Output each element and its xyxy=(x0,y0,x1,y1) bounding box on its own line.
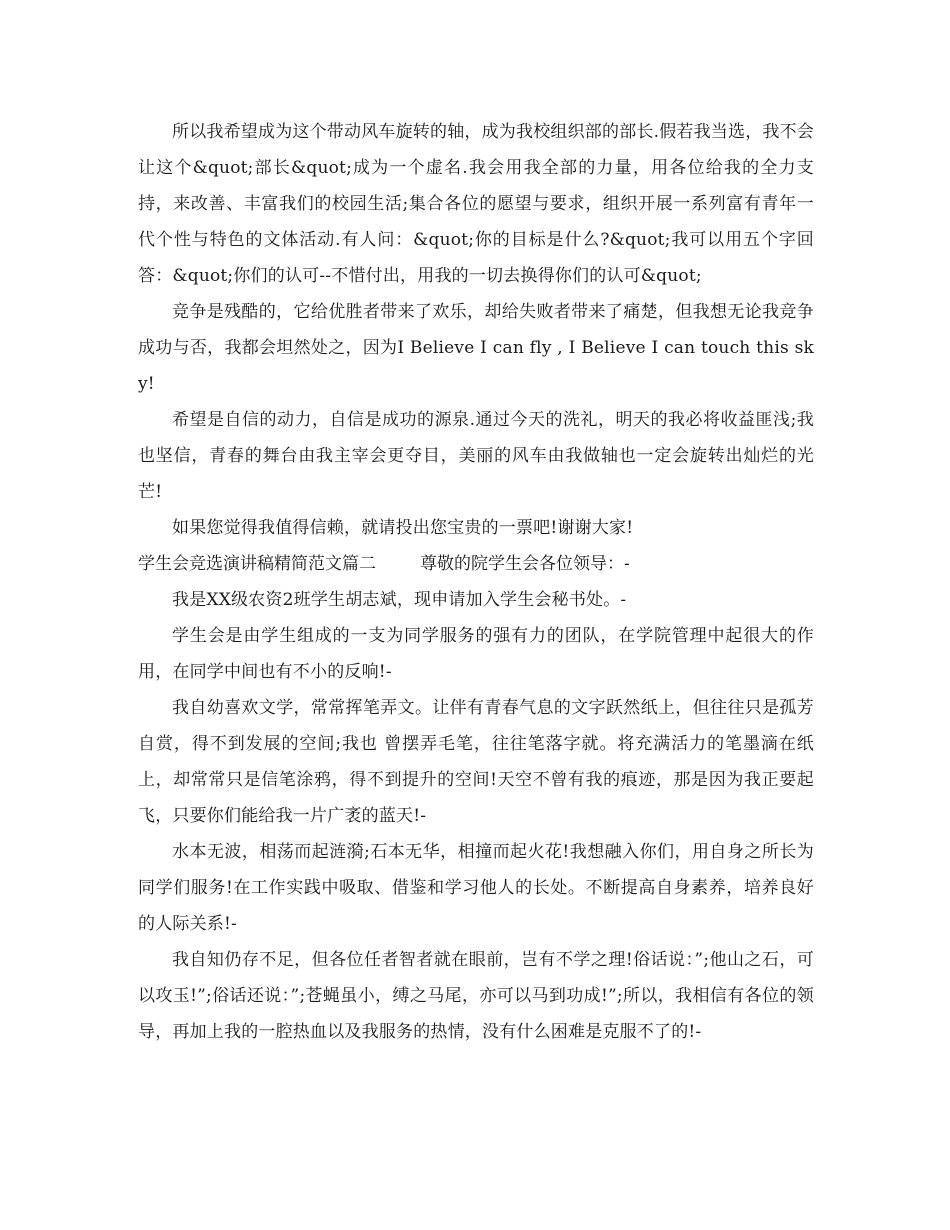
paragraph: 我是XX级农资2班学生胡志斌，现申请加入学生会秘书处。- xyxy=(172,590,627,610)
paragraph: 如果您觉得我值得信赖，就请投出您宝贵的一票吧!谢谢大家! xyxy=(172,518,634,538)
section-salutation: 尊敬的院学生会各位领导：- xyxy=(420,554,630,574)
section-heading-line xyxy=(138,546,814,582)
paragraph: 我自幼喜欢文学，常常挥笔弄文。让伴有青春气息的文字跃然纸上，但往往只是孤芳自赏，得不到发展的空间;我也 曾摆弄毛笔，往往笔落字就。将充满活力的笔墨滴在纸上，却常常只是信笔涂鸦，得不到提升的空间!天空不曾有我的痕迹，那是因为我正要起飞，只要你们能给我一片广袤的蓝天!- xyxy=(138,698,814,826)
paragraph: 希望是自信的动力，自信是成功的源泉.通过今天的洗礼，明天的我必将收益匪浅;我也坚信，青春的舞台由我主宰会更夺目，美丽的风车由我做轴也一定会旋转出灿烂的光芒! xyxy=(138,410,814,502)
paragraph: 所以我希望成为这个带动风车旋转的轴，成为我校组织部的部长.假若我当选，我不会让这个&quot;部长&quot;成为一个虚名.我会用我全部的力量，用各位给我的全力支持，来改善、丰富我们的校园生活;集合各位的愿望与要求，组织开展一系列富有青年一代个性与特色的文体活动.有人问：&quot;你的目标是什么?&quot;我可以用五个字回答：&quot;你们的认可--不惜付出，用我的一切去换得你们的认可&quot; xyxy=(138,122,815,286)
paragraph: 水本无波，相荡而起涟漪;石本无华，相撞而起火花!我想融入你们，用自身之所长为同学们服务!在工作实践中吸取、借鉴和学习他人的长处。不断提高自身素养，培养良好的人际关系!- xyxy=(138,842,814,934)
section-title: 学生会竞选演讲稿精简范文篇二 xyxy=(138,554,376,574)
paragraph: 我自知仍存不足，但各位任者智者就在眼前，岂有不学之理!俗话说：”;他山之石，可以攻玉!”;俗话还说：”;苍蝇虽小，缚之马尾，亦可以马到功成!”;所以，我相信有各位的领导，再加上我的一腔热血以及我服务的热情，没有什么困难是克服不了的!- xyxy=(138,950,814,1042)
document-body xyxy=(138,114,814,1050)
paragraph: 学生会是由学生组成的一支为同学服务的强有力的团队，在学院管理中起很大的作用，在同学中间也有不小的反响!- xyxy=(138,626,814,682)
paragraph: 竞争是残酷的，它给优胜者带来了欢乐，却给失败者带来了痛楚，但我想无论我竞争成功与否，我都会坦然处之，因为I Believe I can fly , I Believe I can touch this sky! xyxy=(138,302,814,394)
